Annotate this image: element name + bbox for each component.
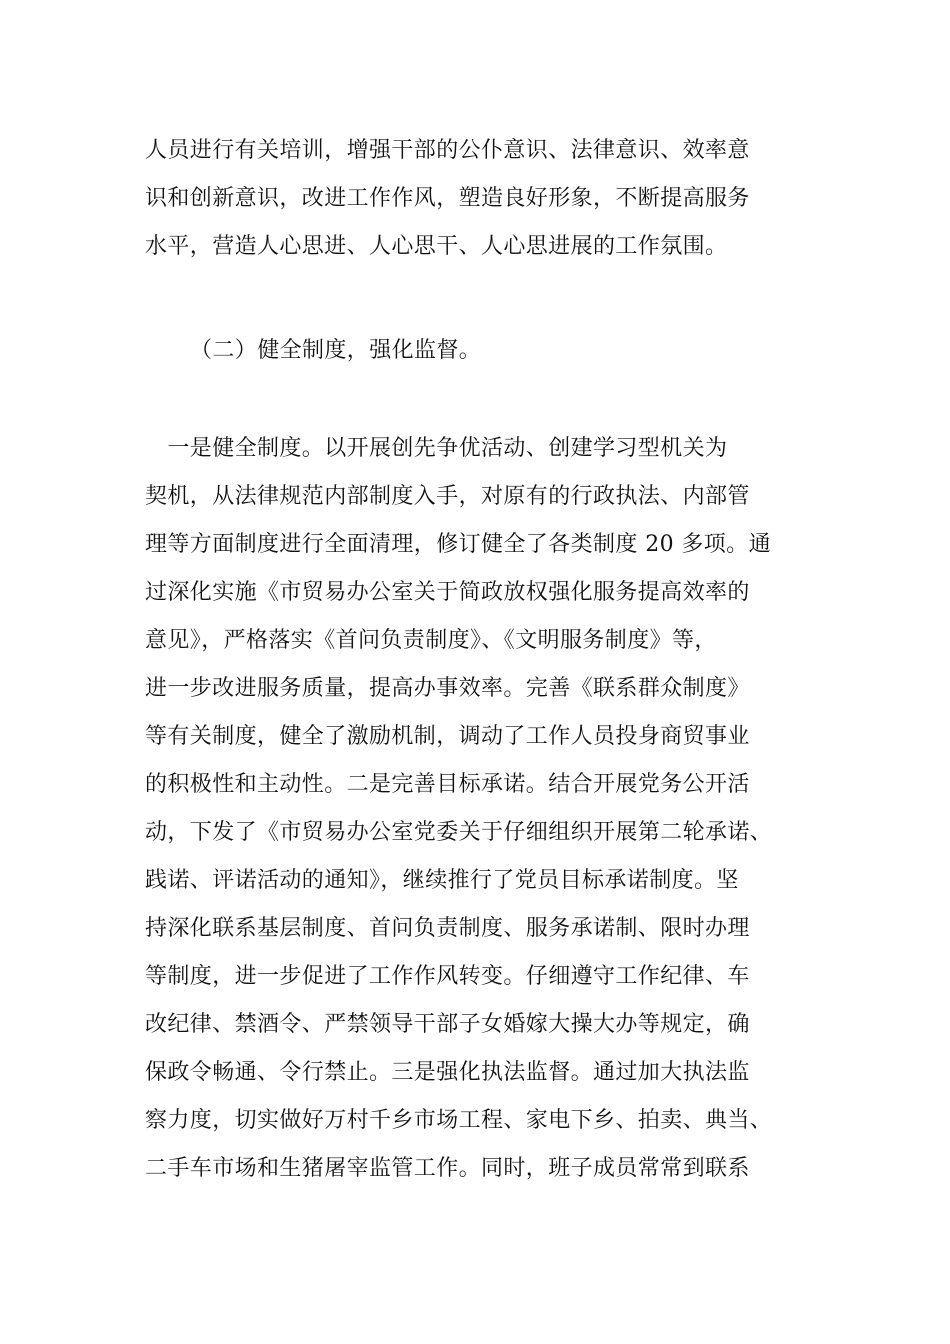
paragraph-training	[145, 127, 815, 271]
text-line: 水平，营造人心思进、人心思干、人心思进展的工作氛围。	[145, 234, 728, 259]
paragraph-system-supervision	[145, 425, 815, 1193]
text-line: 改纪律、禁酒令、严禁领导干部子女婚嫁大操大办等规定，确	[145, 1012, 750, 1037]
text-line: 识和创新意识，改进工作作风，塑造良好形象，不断提高服务	[145, 186, 750, 211]
text-line: 契机，从法律规范内部制度入手，对原有的行政执法、内部管	[145, 484, 750, 509]
text-line: 等有关制度，健全了激励机制，调动了工作人员投身商贸事业	[145, 724, 750, 749]
text-line: 动，下发了《市贸易办公室党委关于仔细组织开展第二轮承诺、	[145, 820, 773, 845]
text-line: 的积极性和主动性。二是完善目标承诺。结合开展党务公开活	[145, 772, 750, 797]
text-line: 进一步改进服务质量，提高办事效率。完善《联系群众制度》	[145, 676, 750, 701]
text-line: 过深化实施《市贸易办公室关于简政放权强化服务提高效率的	[145, 580, 750, 605]
heading-text: （二）健全制度，强化监督。	[190, 338, 482, 363]
text-line: 保政令畅通、令行禁止。三是强化执法监督。通过加大执法监	[145, 1060, 750, 1085]
text-line: 践诺、评诺活动的通知》，继续推行了党员目标承诺制度。坚	[145, 868, 739, 893]
section-heading	[190, 327, 860, 375]
text-line: 察力度，切实做好万村千乡市场工程、家电下乡、拍卖、典当、	[145, 1108, 773, 1133]
text-line: 人员进行有关培训，增强干部的公仆意识、法律意识、效率意	[145, 138, 750, 163]
text-line: 理等方面制度进行全面清理，修订健全了各类制度 20 多项。通	[145, 532, 771, 557]
text-line: 等制度，进一步促进了工作作风转变。仔细遵守工作纪律、车	[145, 964, 750, 989]
text-line: 一是健全制度。以开展创先争优活动、创建学习型机关为	[145, 436, 728, 461]
text-line: 持深化联系基层制度、首问负责制度、服务承诺制、限时办理	[145, 916, 750, 941]
text-line: 意见》，严格落实《首问负责制度》、《文明服务制度》等，	[145, 628, 717, 653]
text-line: 二手车市场和生猪屠宰监管工作。同时，班子成员常常到联系	[145, 1156, 750, 1181]
